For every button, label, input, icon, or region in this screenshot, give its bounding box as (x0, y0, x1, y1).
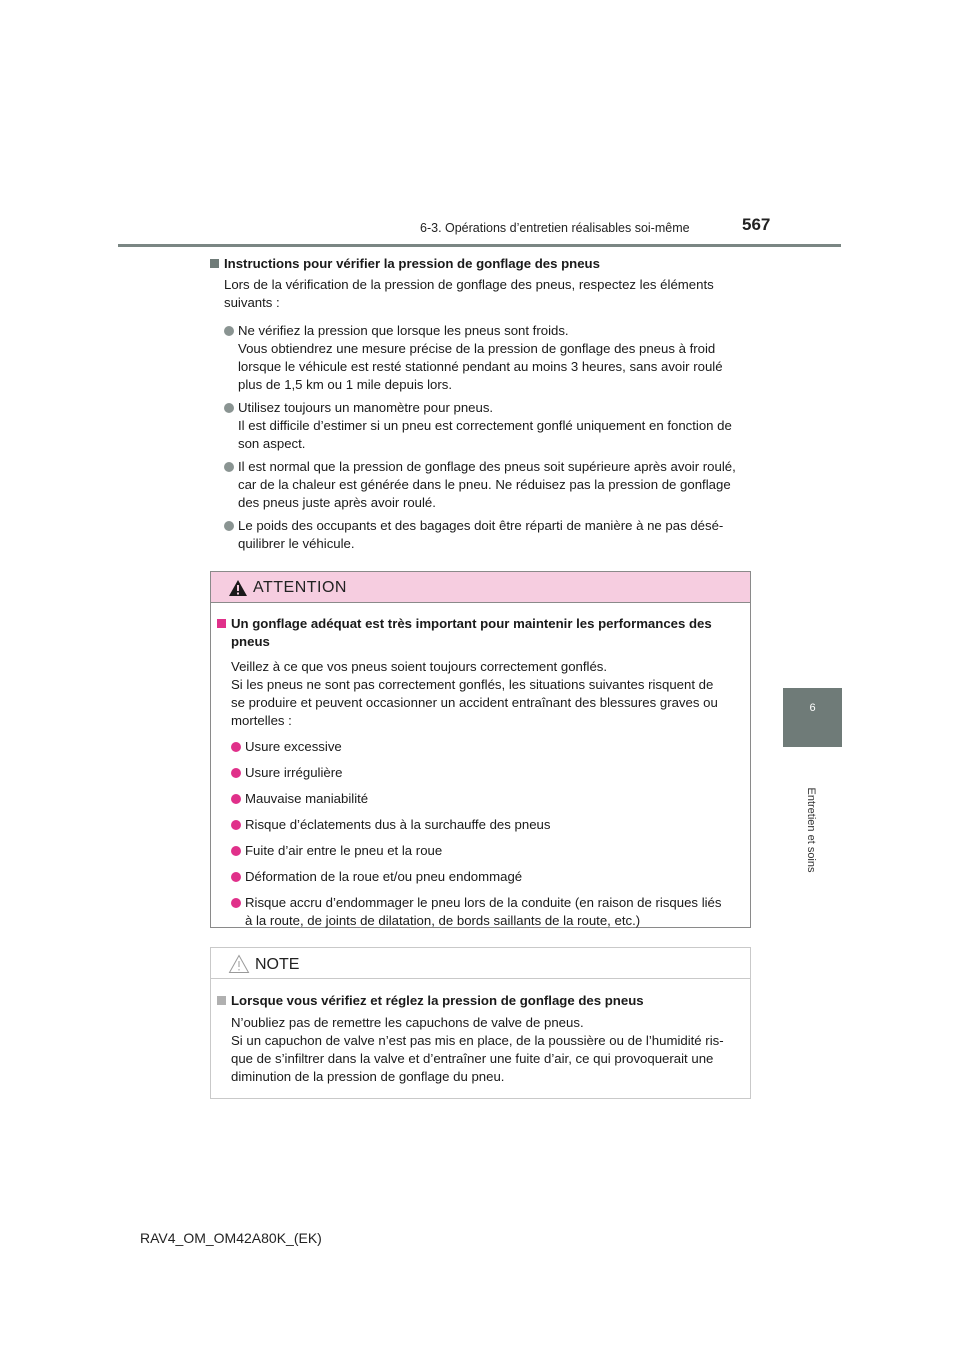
circle-bullet-icon (231, 820, 241, 830)
intro-line: suivants : (224, 295, 280, 310)
note-header (211, 948, 750, 979)
circle-bullet-icon (224, 521, 234, 531)
circle-bullet-icon (231, 872, 241, 882)
attention-paragraph (231, 658, 742, 730)
circle-bullet-icon (224, 462, 234, 472)
attention-label: ATTENTION (253, 579, 347, 596)
list-item (231, 790, 742, 808)
list-item (224, 458, 750, 512)
attention-title (217, 615, 742, 651)
note-label: NOTE (255, 956, 300, 973)
list-item (231, 764, 742, 782)
section-title-text: Instructions pour vérifier la pression de gonflage des pneus (224, 256, 600, 271)
list-line: lorsque le véhicule est resté stationné pendant au moins 3 heures, sans avoir roulé (238, 359, 723, 374)
list-line: Mauvaise maniabilité (245, 791, 369, 806)
list-item (231, 842, 742, 860)
list-line: Risque d’éclatements dus à la surchauffe des pneus (245, 817, 551, 832)
attention-title-line: pneus (231, 634, 270, 649)
list-item (231, 868, 742, 886)
header-section: 6-3. Opérations d’entretien réalisables soi-même (420, 221, 690, 235)
attention-title-line: Un gonflage adéquat est très important pour maintenir les performances des (231, 616, 712, 631)
list-line: Vous obtiendrez une mesure précise de la pression de gonflage des pneus à froid (238, 341, 716, 356)
list-line: Il est normal que la pression de gonflage des pneus soit supérieure après avoir roulé, (238, 459, 736, 474)
note-box (210, 947, 751, 1099)
section-title (210, 255, 750, 273)
list-item (231, 894, 742, 930)
list-line: quilibrer le véhicule. (238, 536, 355, 551)
list-line: plus de 1,5 km ou 1 mile depuis lors. (238, 377, 453, 392)
attention-body-line: mortelles : (231, 713, 292, 728)
note-body-line: que de s’infiltrer dans la valve et d’entraîner une fuite d’air, ce qui provoquerait une (231, 1051, 714, 1066)
list-line: car de la chaleur est générée dans le pneu. Ne réduisez pas la pression de gonflage (238, 477, 731, 492)
list-line: Il est difficile d’estimer si un pneu est correctement gonflé uniquement en fonction de (238, 418, 732, 433)
circle-bullet-icon (224, 326, 234, 336)
note-title (217, 992, 742, 1010)
chapter-tab: 6 (783, 688, 842, 747)
list-line: Fuite d’air entre le pneu et la roue (245, 843, 443, 858)
square-bullet-icon (210, 259, 219, 268)
side-label-container (780, 750, 842, 910)
list-line: Utilisez toujours un manomètre pour pneus. (238, 400, 494, 415)
warning-triangle-icon (228, 579, 248, 597)
note-paragraph (231, 1014, 742, 1086)
list-item (224, 399, 750, 453)
circle-bullet-icon (231, 742, 241, 752)
list-item (224, 517, 750, 553)
chapter-side-label: Entretien et soins (805, 787, 817, 873)
caution-triangle-outline-icon (228, 954, 250, 974)
attention-body-line: Veillez à ce que vos pneus soient toujours correctement gonflés. (231, 659, 608, 674)
list-line: Déformation de la roue et/ou pneu endommagé (245, 869, 523, 884)
note-body-line: diminution de la pression de gonflage du pneu. (231, 1069, 505, 1084)
header-rule (118, 244, 841, 247)
list-item (231, 738, 742, 756)
note-body-line: Si un capuchon de valve n’est pas mis en place, de la poussière ou de l’humidité ris- (231, 1033, 724, 1048)
attention-header (211, 572, 750, 603)
circle-bullet-icon (231, 846, 241, 856)
list-line: Le poids des occupants et des bagages doit être réparti de manière à ne pas désé- (238, 518, 724, 533)
list-line: Usure irrégulière (245, 765, 343, 780)
list-item (224, 322, 750, 394)
square-bullet-icon (217, 619, 226, 628)
note-title-text: Lorsque vous vérifiez et réglez la pression de gonflage des pneus (231, 993, 644, 1008)
square-bullet-icon (217, 996, 226, 1005)
page-number: 567 (742, 215, 771, 234)
note-body (211, 979, 750, 1086)
document-code: RAV4_OM_OM42A80K_(EK) (140, 1230, 322, 1246)
list-line: à la route, de joints de dilatation, de bords saillants de la route, etc.) (245, 913, 641, 928)
circle-bullet-icon (231, 898, 241, 908)
circle-bullet-icon (231, 768, 241, 778)
attention-body-line: se produire et peuvent occasionner un accident entraînant des blessures graves ou (231, 695, 718, 710)
list-line: Usure excessive (245, 739, 342, 754)
list-line: des pneus juste après avoir roulé. (238, 495, 436, 510)
circle-bullet-icon (224, 403, 234, 413)
list-line: Ne vérifiez la pression que lorsque les pneus sont froids. (238, 323, 569, 338)
intro-paragraph (224, 276, 750, 312)
list-line: son aspect. (238, 436, 306, 451)
intro-line: Lors de la vérification de la pression de gonflage des pneus, respectez les éléments (224, 277, 714, 292)
main-content (210, 255, 750, 558)
attention-box (210, 571, 751, 928)
note-body-line: N’oubliez pas de remettre les capuchons de valve de pneus. (231, 1015, 584, 1030)
attention-body-line: Si les pneus ne sont pas correctement gonflés, les situations suivantes risquent de (231, 677, 714, 692)
list-item (231, 816, 742, 834)
list-line: Risque accru d’endommager le pneu lors de la conduite (en raison de risques liés (245, 895, 722, 910)
attention-body (211, 603, 750, 930)
circle-bullet-icon (231, 794, 241, 804)
